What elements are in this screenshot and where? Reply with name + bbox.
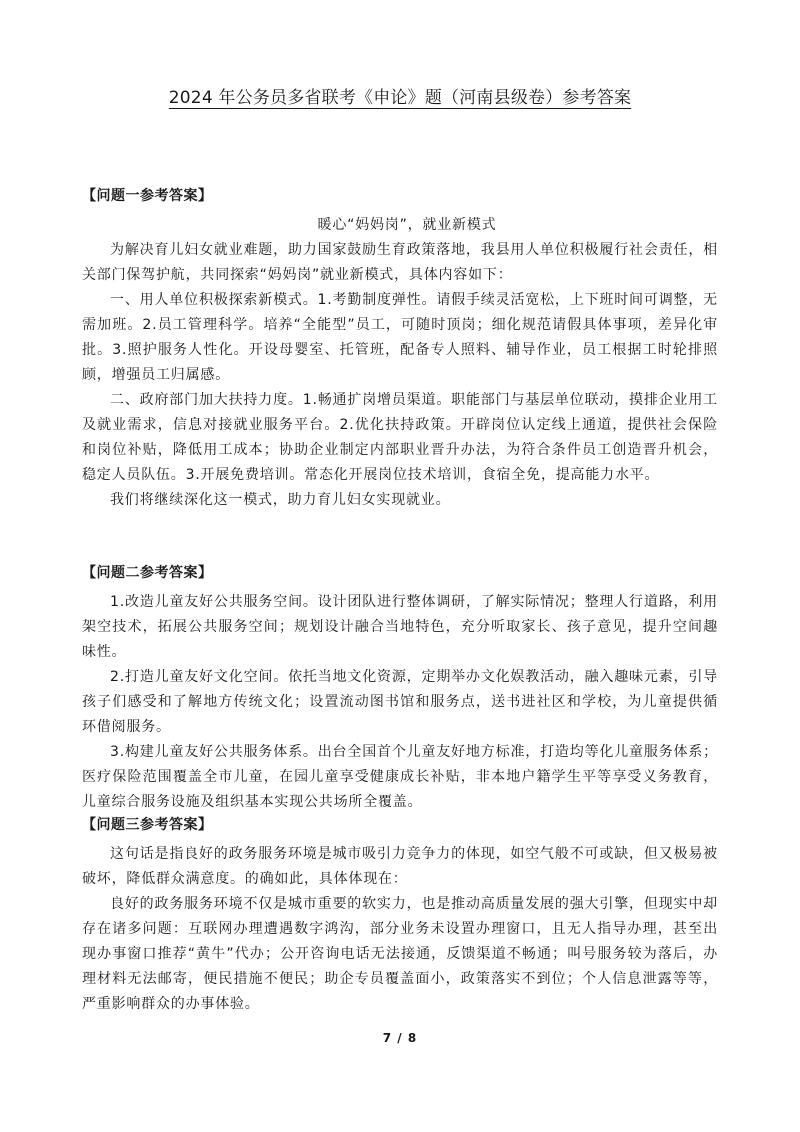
paragraph: 一、用人单位积极探索新模式。1.考勤制度弹性。请假手续灵活宽松，上下班时间可调整，无需加班。2.员工管理科学。培养“全能型”员工，可随时顶岗；细化规范请假具体事项，差异化审批。3.照护服务人性化。开设母婴室、托管班，配备专人照料、辅导作业，员工根据工时轮排照顾，增强员工归属感。 <box>82 292 718 383</box>
section-heading: 【问题一参考答案】 <box>82 188 213 204</box>
paragraph: 2.打造儿童友好文化空间。依托当地文化资源，定期举办文化娱教活动，融入趣味元素，引导孩子们感受和了解地方传统文化；设置流动图书馆和服务点，送书进社区和学校，为儿童提供循环借阅服务。 <box>82 669 718 735</box>
answer-section-1 <box>82 184 718 513</box>
paragraph: 为解决育儿妇女就业难题，助力国家鼓励生育政策落地，我县用人单位积极履行社会责任，相关部门保驾护航，共同探索“妈妈岗”就业新模式，具体内容如下： <box>82 242 718 283</box>
answer-section-2 <box>82 561 718 815</box>
paragraph: 良好的政务服务环境不仅是城市重要的软实力，也是推动高质量发展的强大引擎，但现实中却存在诸多问题：互联网办理遭遇数字鸿沟，部分业务未设置办理窗口，且无人指导办理，甚至出现办事窗口推荐“黄牛”代办；公开咨询电话无法接通，反馈渠道不畅通；叫号服务较为落后，办理材料无法邮寄，便民措施不便民；助企专员覆盖面小，政策落实不到位；个人信息泄露等等，严重影响群众的办事体验。 <box>82 896 718 1012</box>
paragraph: 1.改造儿童友好公共服务空间。设计团队进行整体调研，了解实际情况；整理人行道路，利用架空技术，拓展公共服务空间；规划设计融合当地特色，充分听取家长、孩子意见，提升空间趣味性。 <box>82 594 718 660</box>
paragraph: 二、政府部门加大扶持力度。1.畅通扩岗增员渠道。职能部门与基层单位联动，摸排企业用工及就业需求，信息对接就业服务平台。2.优化扶持政策。开辟岗位认定线上通道，提供社会保险和岗位补贴，降低用工成本；协助企业制定内部职业晋升办法，为符合条件员工创造晋升机会，稳定人员队伍。3.开展免费培训。常态化开展岗位技术培训，食宿全免，提高能力水平。 <box>82 392 718 483</box>
section-subtitle: 暖心“妈妈岗”，就业新模式 <box>317 217 497 233</box>
document-title-text: 2024 年公务员多省联考《申论》题（河南县级卷）参考答案 <box>168 88 632 108</box>
paragraph: 我们将继续深化这一模式，助力育儿妇女实现就业。 <box>110 492 451 508</box>
paragraph: 3.构建儿童友好公共服务体系。出台全国首个儿童友好地方标准，打造均等化儿童服务体系；医疗保险范围覆盖全市儿童，在园儿童享受健康成长补贴，非本地户籍学生平等享受义务教育，儿童综合服务设施及组织基本实现公共场所全覆盖。 <box>82 744 718 810</box>
paragraph: 这句话是指良好的政务服务环境是城市吸引力竞争力的体现，如空气般不可或缺，但又极易被破坏，降低群众满意度。的确如此，具体体现在： <box>82 846 718 887</box>
answer-section-3 <box>82 813 718 1017</box>
document-title <box>0 86 800 110</box>
page-number: 7 / 8 <box>382 1031 418 1045</box>
section-heading: 【问题二参考答案】 <box>82 565 213 581</box>
section-heading: 【问题三参考答案】 <box>82 817 213 833</box>
